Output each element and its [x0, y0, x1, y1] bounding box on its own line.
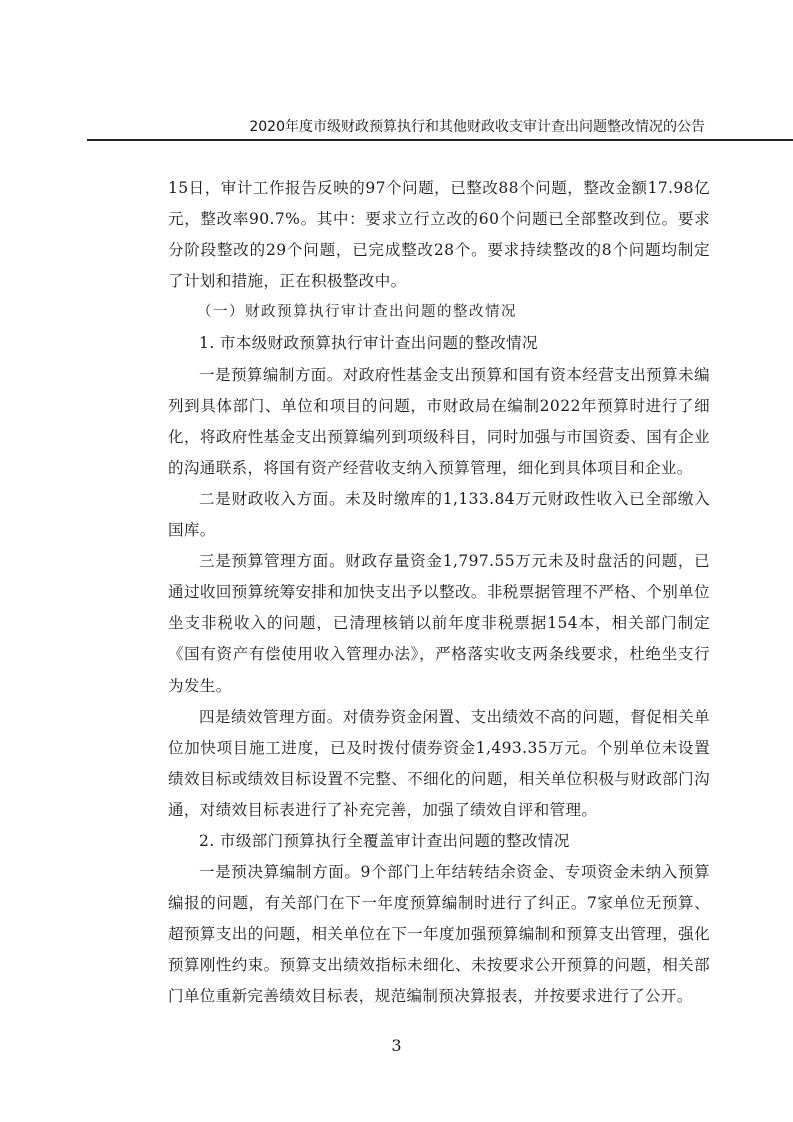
subsection-heading-department-level: 2. 市级部门预算执行全覆盖审计查出问题的整改情况	[199, 831, 570, 850]
page-header	[0, 118, 793, 140]
subsection-heading-city-level: 1. 市本级财政预算执行审计查出问题的整改情况	[199, 334, 538, 353]
paragraph-performance-management: 四是绩效管理方面。对债券资金闲置、支出绩效不高的问题，督促相关单位加快项目施工进度，已及时拨付债券资金1,493.35万元。个别单位未设置绩效目标或绩效目标设置不完整、不细化的问题，相关单位积极与财政部门沟通，对绩效目标表进行了补充完善，加强了绩效自评和管理。	[168, 707, 710, 819]
document-body	[168, 173, 710, 1013]
paragraph-fiscal-revenue: 二是财政收入方面。未及时缴库的1,133.84万元财政性收入已全部缴入国库。	[168, 489, 710, 540]
section-heading-fiscal-budget: （一）财政预算执行审计查出问题的整改情况	[197, 304, 517, 321]
paragraph-budget-compilation: 一是预算编制方面。对政府性基金支出预算和国有资本经营支出预算未编列到具体部门、单位和项目的问题，市财政局在编制2022年预算时进行了细化，将政府性基金支出预算编列到项级科目，同时加强与市国资委、国有企业的沟通联系，将国有资产经营收支纳入预算管理，细化到具体项目和企业。	[168, 365, 710, 477]
intro-paragraph: 15日，审计工作报告反映的97个问题，已整改88个问题，整改金额17.98亿元，整改率90.7%。其中：要求立行立改的60个问题已全部整改到位。要求分阶段整改的29个问题，已完成整改28个。要求持续整改的8个问题均制定了计划和措施，正在积极整改中。	[168, 179, 710, 291]
paragraph-final-accounts: 一是预决算编制方面。9个部门上年结转结余资金、专项资金未纳入预算编报的问题，有关部门在下一年度预算编制时进行了纠正。7家单位无预算、超预算支出的问题，相关单位在下一年度加强预算编制和预算支出管理，强化预算刚性约束。预算支出绩效指标未细化、未按要求公开预算的问题，相关部门单位重新完善绩效目标表，规范编制预决算报表，并按要求进行了公开。	[168, 863, 710, 1006]
page-number: 3	[391, 1036, 402, 1055]
header-divider	[87, 139, 793, 141]
paragraph-budget-management: 三是预算管理方面。财政存量资金1,797.55万元未及时盘活的问题，已通过收回预算统筹安排和加快支出予以整改。非税票据管理不严格、个别单位坐支非税收入的问题，已清理核销以前年度非税票据154本，相关部门制定《国有资产有偿使用收入管理办法》，严格落实收支两条线要求，杜绝坐支行为发生。	[168, 552, 710, 695]
document-title: 2020年度市级财政预算执行和其他财政收支审计查出问题整改情况的公告	[249, 119, 705, 135]
